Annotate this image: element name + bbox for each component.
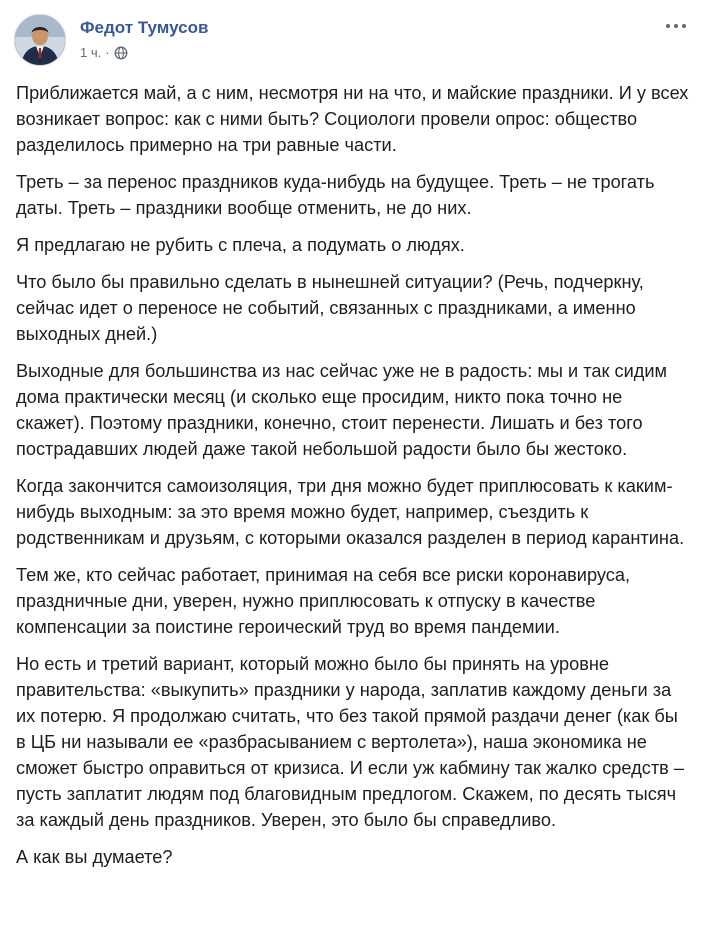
avatar[interactable] (14, 14, 66, 66)
post-paragraph: Приближается май, а с ним, несмотря ни на что, и майские праздники. И у всех возникает вопрос: как с ними быть? Социологи провели опрос: общество разделилось примерно на три равные части. (16, 83, 689, 155)
post-paragraph: Когда закончится самоизоляция, три дня можно будет приплюсовать к каким-нибудь выходным: за это время можно будет, например, съездить к родственникам и друзьям, с которыми оказался разделен в период карантина. (16, 476, 685, 548)
post-paragraph: Тем же, кто сейчас работает, принимая на себя все риски коронавируса, праздничные дни, уверен, нужно приплюсовать к отпуску в качестве компенсации за поистине героический труд во время пандемии. (16, 565, 631, 637)
post-body (16, 80, 692, 881)
author-name[interactable]: Федот Тумусов (80, 18, 209, 37)
post-paragraph: А как вы думаете? (16, 847, 173, 867)
post-paragraph: Я предлагаю не рубить с плеча, а подумать о людях. (16, 235, 465, 255)
post-paragraph: Но есть и третий вариант, который можно было бы принять на уровне правительства: «выкупить» праздники у народа, заплатив каждому деньги за их потерю. Я продолжаю считать, что без такой прямой раздачи денег (как бы в ЦБ ни называли ее «разбрасыванием с вертолета»), наша экономика не сможет быстро оправиться от кризиса. И если уж кабмину так жалко средств – пусть заплатит людям под благовидным предлогом. Скажем, по десять тысяч за каждый день праздников. Уверен, это было бы справедливо. (16, 654, 685, 830)
post-paragraph: Что было бы правильно сделать в нынешней ситуации? (Речь, подчеркну, сейчас идет о переносе не событий, связанных с праздниками, а именно выходных дней.) (16, 272, 644, 344)
post-meta (80, 44, 128, 62)
post-paragraph: Выходные для большинства из нас сейчас уже не в радость: мы и так сидим дома практически месяц (и сколько еще просидим, никто пока точно не скажет). Поэтому праздники, конечно, стоит перенести. Лишать и без того пострадавших людей даже такой небольшой радости было бы жестоко. (16, 361, 668, 459)
meta-separator: · (105, 45, 110, 60)
more-options-icon[interactable] (666, 18, 686, 34)
post-paragraph: Треть – за перенос праздников куда-нибудь на будущее. Треть – не трогать даты. Треть – праздники вообще отменить, не до них. (16, 172, 655, 218)
post-timestamp[interactable]: 1 ч. (80, 45, 102, 60)
post-header (14, 14, 688, 68)
profile-photo-icon (15, 15, 65, 65)
globe-icon[interactable] (114, 46, 128, 60)
